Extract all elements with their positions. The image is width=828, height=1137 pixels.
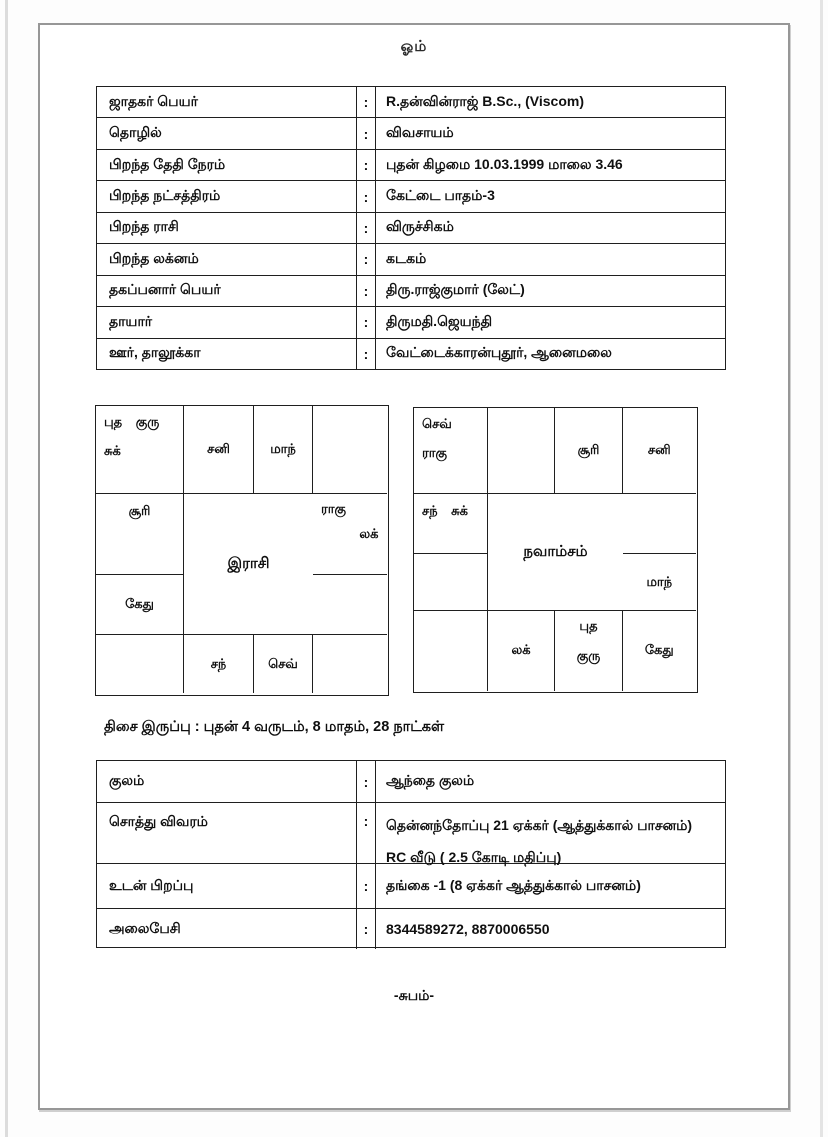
row-colon: : bbox=[357, 307, 376, 337]
row-value: திருமதி.ஜெயந்தி bbox=[386, 312, 493, 329]
rasi-cell-r4c4 bbox=[313, 635, 387, 693]
scan-edge-artifact-right bbox=[820, 0, 823, 1137]
navamsam-chart-center-label: நவாம்சம் bbox=[488, 494, 623, 611]
row-value: கேட்டை பாதம்-3 bbox=[386, 187, 495, 204]
planet-label: குரு bbox=[576, 648, 601, 663]
row-label: பிறந்த நட்சத்திரம் bbox=[97, 181, 357, 211]
planet-label: ராகு bbox=[422, 445, 447, 460]
planet-label: லக் bbox=[359, 526, 379, 541]
row-colon: : bbox=[357, 150, 376, 180]
nav-cell-r4c4 bbox=[623, 611, 696, 691]
dasa-balance-text: திசை இருப்பு : புதன் 4 வருடம், 8 மாதம், 28 நாட்கள் bbox=[104, 719, 445, 735]
planet-label: கேது bbox=[644, 642, 674, 658]
row-label: பிறந்த தேதி நேரம் bbox=[97, 150, 357, 180]
planet-label: மாந் bbox=[270, 441, 296, 456]
row-value: தங்கை -1 (8 ஏக்கர் ஆத்துக்கால் பாசனம்) bbox=[386, 876, 641, 893]
row-value: 8344589272, 8870006550 bbox=[386, 921, 550, 937]
row-label: தாயார் bbox=[97, 307, 357, 337]
planet-label: சனி bbox=[647, 442, 671, 457]
rasi-cell-r4c2 bbox=[184, 635, 254, 693]
biodata-table bbox=[96, 86, 726, 370]
row-label: ஊர், தாலூக்கா bbox=[97, 339, 357, 369]
planet-label: செவ் bbox=[422, 416, 452, 431]
row-colon: : bbox=[357, 909, 376, 949]
rasi-cell-r1c3 bbox=[254, 406, 313, 494]
rasi-cell-r2c1 bbox=[96, 494, 184, 575]
row-colon: : bbox=[357, 339, 376, 369]
nav-cell-r1c1 bbox=[414, 408, 488, 494]
row-label: தொழில் bbox=[97, 118, 357, 148]
rasi-cell-r2c4 bbox=[313, 494, 387, 575]
row-value: புதன் கிழமை 10.03.1999 மாலை 3.46 bbox=[386, 155, 623, 172]
row-label: ஜாதகர் பெயர் bbox=[97, 87, 357, 117]
planet-label: லக் bbox=[511, 642, 531, 658]
rasi-cell-r1c4 bbox=[313, 406, 387, 494]
row-label: சொத்து விவரம் bbox=[97, 803, 357, 863]
table-row bbox=[97, 307, 725, 338]
row-value: வேட்டைக்காரன்புதூர், ஆனைமலை bbox=[386, 344, 612, 361]
row-label: உடன் பிறப்பு bbox=[97, 864, 357, 908]
table-row bbox=[97, 276, 725, 307]
planet-label: சுக் bbox=[104, 443, 121, 458]
planet-label: மாந் bbox=[646, 573, 673, 589]
row-colon: : bbox=[357, 181, 376, 211]
page-title-om: ஓம் bbox=[400, 38, 428, 55]
row-value: திரு.ராஜ்குமார் (லேட்) bbox=[386, 281, 525, 298]
table-row bbox=[97, 803, 725, 864]
planet-label: சந் சுக் bbox=[422, 503, 468, 518]
row-value: தென்னந்தோப்பு 21 ஏக்கர் (ஆத்துக்கால் பாசனம்) RC வீடு ( 2.5 கோடி மதிப்பு) bbox=[386, 817, 693, 865]
row-value: விருச்சிகம் bbox=[386, 218, 454, 235]
table-row bbox=[97, 118, 725, 149]
planet-label: சூரி bbox=[577, 442, 600, 457]
planet-label: சந் bbox=[210, 655, 227, 671]
table-row bbox=[97, 213, 725, 244]
planet-label: ராகு bbox=[321, 501, 346, 516]
nav-cell-r1c3 bbox=[555, 408, 623, 494]
planet-label: செவ் bbox=[268, 655, 298, 671]
scan-edge-artifact-left bbox=[5, 0, 8, 1137]
nav-cell-r2c4 bbox=[623, 494, 696, 554]
row-colon: : bbox=[357, 244, 376, 274]
rasi-cell-r1c2 bbox=[184, 406, 254, 494]
table-row bbox=[97, 339, 725, 369]
details-table bbox=[96, 760, 726, 948]
rasi-cell-r4c1 bbox=[96, 635, 184, 693]
table-row bbox=[97, 181, 725, 212]
nav-cell-r3c4 bbox=[623, 554, 696, 611]
row-value: விவசாயம் bbox=[386, 124, 454, 141]
row-colon: : bbox=[357, 276, 376, 306]
rasi-cell-r4c3 bbox=[254, 635, 313, 693]
table-row bbox=[97, 909, 725, 949]
row-colon: : bbox=[357, 87, 376, 117]
row-label: குலம் bbox=[97, 761, 357, 802]
planet-label: கேது bbox=[125, 596, 154, 611]
row-value: R.தன்வின்ராஜ் B.Sc., (Viscom) bbox=[386, 92, 584, 109]
row-label: தகப்பனார் பெயர் bbox=[97, 276, 357, 306]
planet-label: புத குரு bbox=[104, 414, 160, 429]
row-colon: : bbox=[357, 761, 376, 802]
nav-cell-r3c1 bbox=[414, 554, 488, 611]
row-colon: : bbox=[357, 213, 376, 243]
row-colon: : bbox=[357, 864, 376, 908]
rasi-cell-r3c1 bbox=[96, 575, 184, 635]
row-label: பிறந்த லக்னம் bbox=[97, 244, 357, 274]
row-value: கடகம் bbox=[386, 249, 427, 266]
horoscope-page bbox=[38, 23, 790, 1110]
table-row bbox=[97, 150, 725, 181]
row-label: பிறந்த ராசி bbox=[97, 213, 357, 243]
navamsam-chart bbox=[413, 407, 698, 693]
nav-cell-r4c1 bbox=[414, 611, 488, 691]
rasi-chart bbox=[95, 405, 389, 696]
nav-cell-r1c2 bbox=[488, 408, 555, 494]
nav-cell-r4c2 bbox=[488, 611, 555, 691]
nav-cell-r2c1 bbox=[414, 494, 488, 554]
table-row bbox=[97, 87, 725, 118]
rasi-chart-center-label: இராசி bbox=[184, 494, 313, 635]
table-row bbox=[97, 244, 725, 275]
nav-cell-r1c4 bbox=[623, 408, 696, 494]
table-row bbox=[97, 761, 725, 803]
table-row bbox=[97, 864, 725, 909]
planet-label: சூரி bbox=[128, 503, 151, 518]
row-colon: : bbox=[357, 803, 376, 863]
rasi-cell-r1c1 bbox=[96, 406, 184, 494]
planet-label: சனி bbox=[207, 441, 230, 456]
row-colon: : bbox=[357, 118, 376, 148]
planet-label: புத bbox=[579, 618, 598, 633]
row-value: ஆந்தை குலம் bbox=[386, 772, 475, 788]
row-label: அலைபேசி bbox=[97, 909, 357, 949]
rasi-cell-r3c4 bbox=[313, 575, 387, 635]
footer-subham: -சுபம்- bbox=[393, 987, 435, 1003]
nav-cell-r4c3 bbox=[555, 611, 623, 691]
